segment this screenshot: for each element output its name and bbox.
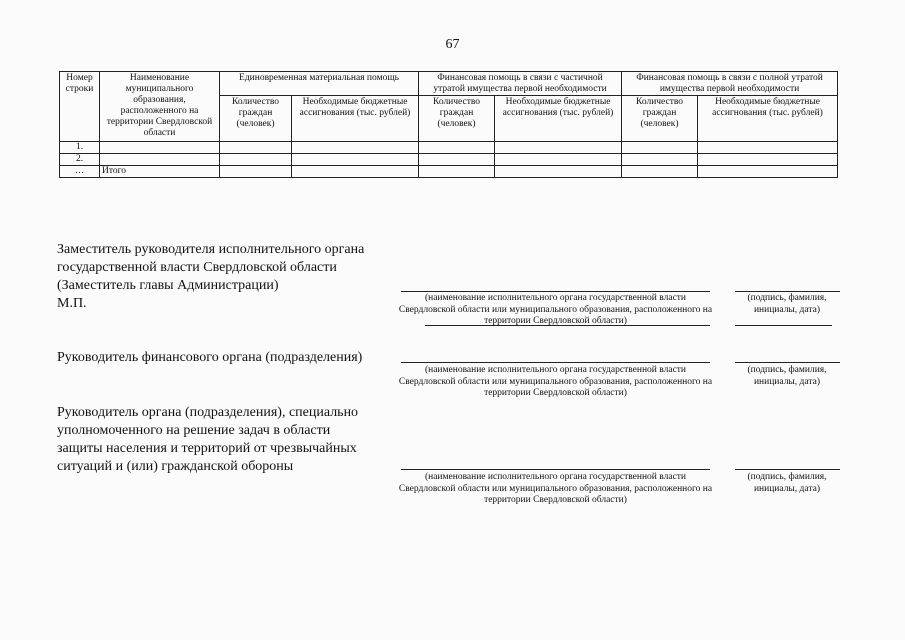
signer-emergency-head [57,404,358,476]
page-number: 67 [445,37,460,52]
header-group-1: Единовременная материальная помощь [220,72,419,96]
row-name [100,154,220,166]
signature-line [735,291,840,292]
signer-line: государственной власти Свердловской области [57,260,337,275]
report-table [59,71,838,178]
table-row [60,154,838,166]
header-group-3: Финансовая помощь в связи с полной утратой имущества первой необходимости [622,72,838,96]
header-group-2: Финансовая помощь в связи с частичной утратой имущества первой необходимости [419,72,622,96]
subheader-budget-3: Необходимые бюджетные ассигнования (тыс. рублей) [698,96,838,142]
signer-line: ситуаций и (или) гражданской обороны [57,459,294,474]
caption-underline [735,325,832,326]
signer-line: уполномоченного на решение задач в области [57,423,331,438]
subheader-count-1: Количество граждан (человек) [220,96,292,142]
org-line [401,469,710,470]
org-line [401,362,710,363]
signer-line: Заместитель руководителя исполнительного органа [57,242,365,257]
table-row [60,142,838,154]
row-number: … [60,166,100,178]
header-municipality: Наименование муниципального образования, расположенного на территории Свердловской области [100,72,220,142]
row-name [100,142,220,154]
caption-underline [425,325,710,326]
seal-mark: М.П. [57,296,87,311]
signer-finance-head [57,349,362,367]
header-row-number: Номер строки [60,72,100,142]
table-row-total [60,166,838,178]
row-number: 1. [60,142,100,154]
signature-line [735,362,840,363]
signer-line: (Заместитель главы Администрации) [57,278,279,293]
signature-caption: (подпись, фамилия, инициалы, дата) [747,472,827,494]
row-name-total: Итого [100,166,220,178]
subheader-budget-2: Необходимые бюджетные ассигнования (тыс. рублей) [495,96,622,142]
signature-line [735,469,840,470]
subheader-count-2: Количество граждан (человек) [419,96,495,142]
signer-line: Руководитель финансового органа (подразделения) [57,350,363,365]
signer-deputy-head [57,241,364,313]
signature-caption: (подпись, фамилия, инициалы, дата) [747,293,827,315]
signer-line: защиты населения и территорий от чрезвычайных [57,441,357,456]
signer-line: Руководитель органа (подразделения), специально [57,405,359,420]
signature-caption: (подпись, фамилия, инициалы, дата) [747,365,827,387]
subheader-budget-1: Необходимые бюджетные ассигнования (тыс. рублей) [292,96,419,142]
subheader-count-3: Количество граждан (человек) [622,96,698,142]
org-caption: (наименование исполнительного органа государственной власти Свердловской области или муниципального образования, расположенного на территории Свердловской области) [398,472,713,505]
row-number: 2. [60,154,100,166]
org-caption: (наименование исполнительного органа государственной власти Свердловской области или муниципального образования, расположенного на территории Свердловской области) [398,365,713,398]
org-caption: (наименование исполнительного органа государственной власти Свердловской области или муниципального образования, расположенного на территории Свердловской области) [398,293,713,326]
org-line [401,291,710,292]
